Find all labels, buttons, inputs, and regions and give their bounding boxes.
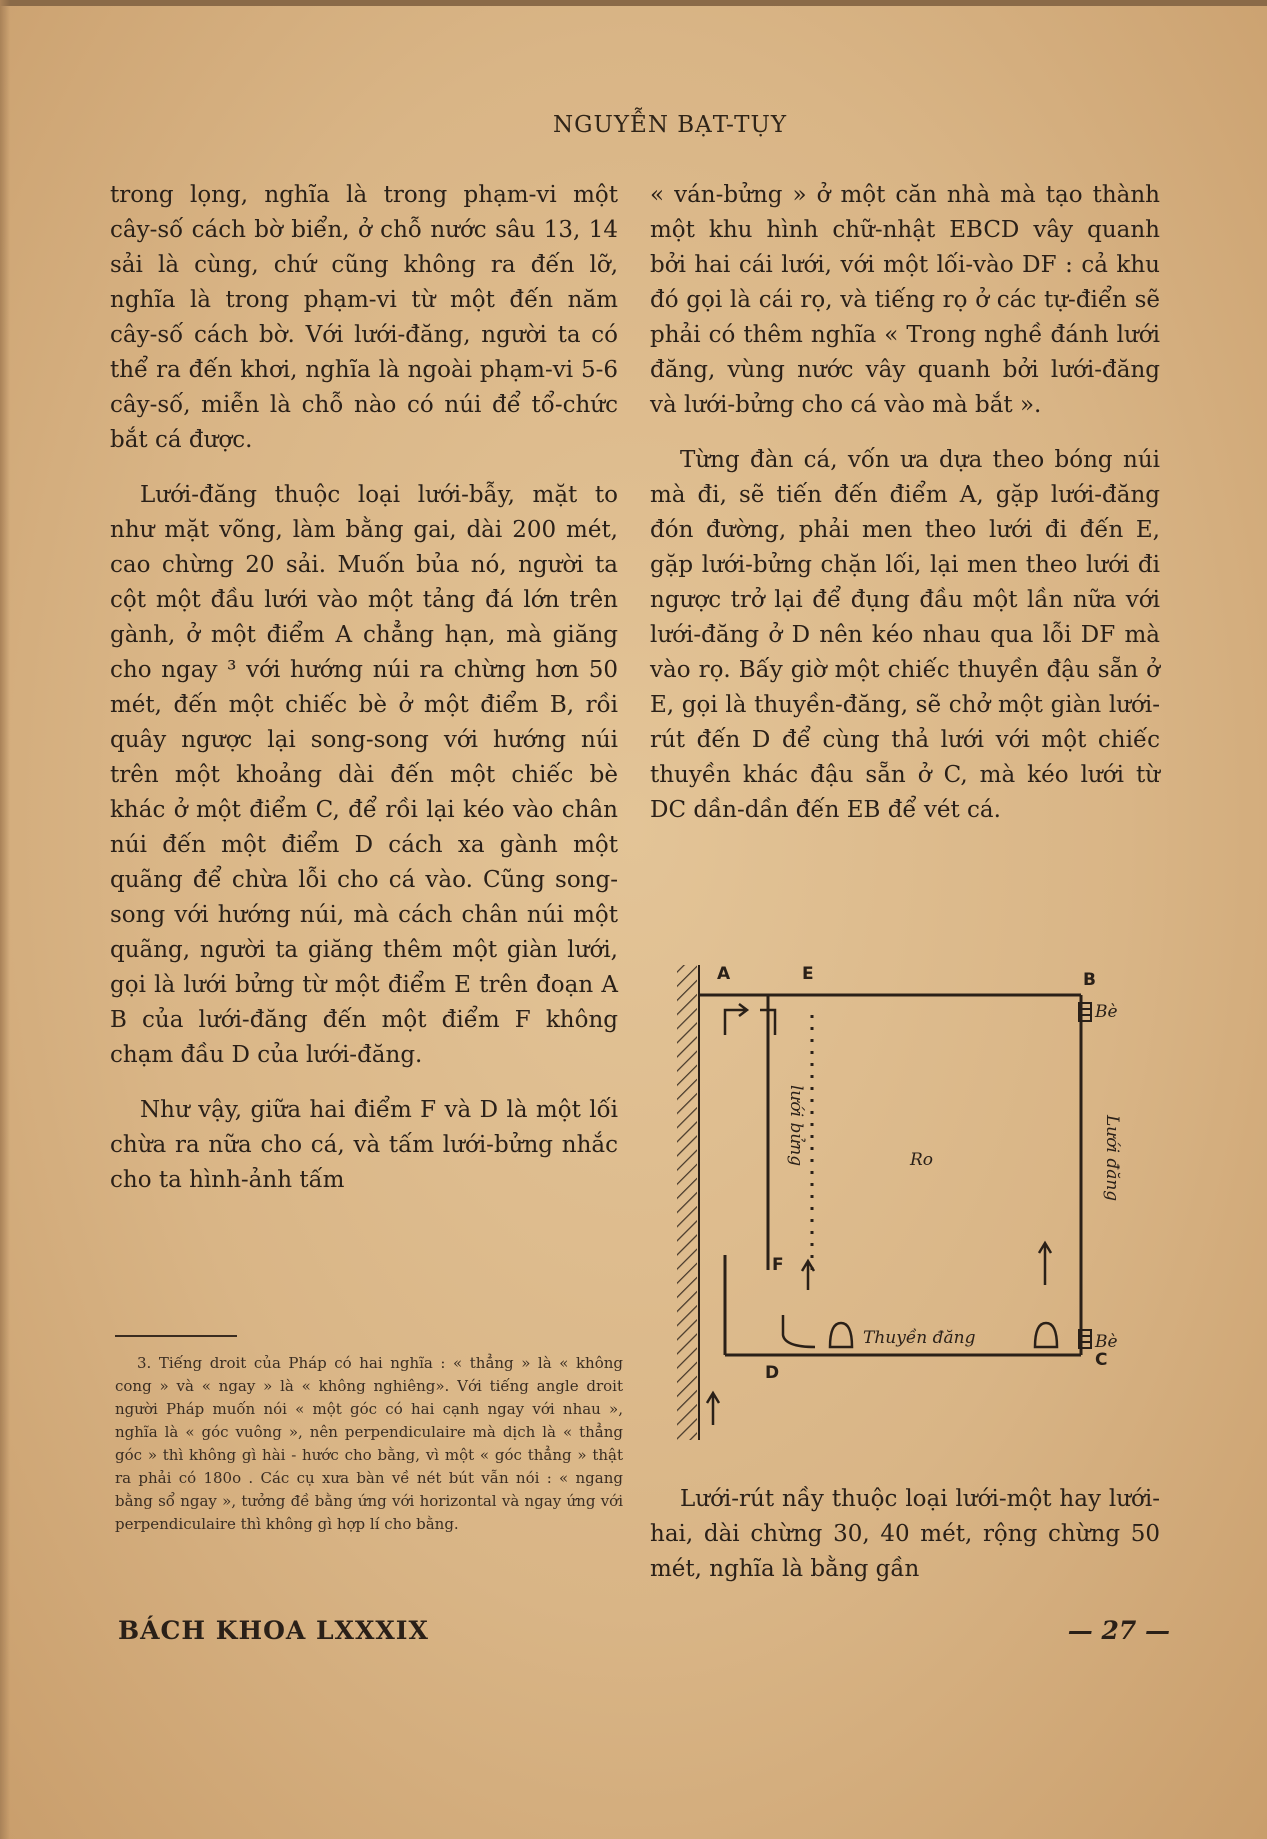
boat-icon-left	[830, 1323, 852, 1347]
right-paragraph-2: Từng đàn cá, vốn ưa dựa theo bóng núi mà đi, sẽ tiến đến điểm A, gặp lưới-đăng đón đường, phải men theo lưới đi đến E, gặp lưới-bửng chặn lối, lại men theo lưới đi ngược trở lại để đụng đầu một lần nữa với lưới-đăng ở D nên kéo nhau qua lỗi DF mà vào rọ. Bấy giờ một chiếc thuyền đậu sẵn ở E, gọi là thuyền-đăng, sẽ chở một giàn lưới-rút đến D để cùng thả lưới với một chiếc thuyền khác đậu sẵn ở C, mà kéo lưới từ DC dần-dần đến EB để vét cá.	[650, 447, 1160, 823]
fishing-net-diagram	[665, 955, 1165, 1445]
left-paragraph-2: Lưới-đăng thuộc loại lưới-bẫy, mặt to như mặt võng, làm bằng gai, dài 200 mét, cao chừng 20 sải. Muốn bủa nó, người ta cột một đầu lưới vào một tảng đá lớn trên gành, ở một điểm A chẳng hạn, mà giăng cho ngay ³ với hướng núi ra chừng hơn 50 mét, đến một chiếc bè ở một điểm B, rồi quây ngược lại song-song với hướng núi trên một khoảng dài đến một chiếc bè khác ở một điểm C, để rồi lại kéo vào chân núi đến một điểm D cách xa gành một quãng để chừa lỗi cho cá vào. Cũng song-song với hướng núi, mà cách chân núi một quãng, người ta giăng thêm một giàn lưới, gọi là lưới bửng từ một điểm E trên đoạn A B của lưới-đăng đến một điểm F không chạm đầu D của lưới-đăng.	[110, 482, 618, 1068]
arrow-shore	[707, 1393, 719, 1425]
footnote-rule	[115, 1335, 237, 1337]
label-f: F	[772, 1255, 784, 1275]
running-head: NGUYỄN BẠT-TỤY	[552, 112, 788, 138]
label-be-top: Bè	[1095, 1002, 1118, 1022]
label-luoi-dang: Lưới đăng	[1102, 1115, 1122, 1202]
label-c: C	[1095, 1350, 1108, 1370]
arrow-into-ro	[802, 1261, 814, 1290]
label-be-bottom: Bè	[1095, 1332, 1118, 1352]
right-column	[650, 178, 1160, 828]
footnote-3: 3. Tiếng droit của Pháp có hai nghĩa : « thẳng » là « không cong » và « ngay » là « không nghiêng». Với tiếng angle droit người Pháp muốn nói « một góc có hai cạnh ngay với nhau », nghĩa là « góc vuông », nên perpendiculaire mà dịch là « thẳng góc » thì không gì hài - hước cho bằng, vì một « góc thẳng » thật ra phải có 180o . Các cụ xưa bàn về nét bút vẫn nói : « ngang bằng sổ ngay », tưởng đề bằng ứng với horizontal và ngay ứng với perpendiculaire thì không gì hợp lí cho bằng.	[115, 1354, 623, 1533]
footer-page-number: — 27 —	[1067, 1616, 1170, 1645]
left-paragraph-1: trong lọng, nghĩa là trong phạm-vi một cây-số cách bờ biển, ở chỗ nước sâu 13, 14 sải là cùng, chứ cũng không ra đến lỡ, nghĩa là trong phạm-vi từ một đến năm cây-số cách bờ. Với lưới-đăng, người ta có thể ra đến khơi, nghĩa là ngoài phạm-vi 5-6 cây-số, miễn là chỗ nào có núi để tổ-chức bắt cá được.	[110, 182, 618, 453]
page-top-edge	[0, 0, 1267, 6]
label-luoi-bung: lưới bửng	[786, 1085, 806, 1167]
left-paragraph-3: Như vậy, giữa hai điểm F và D là một lối chừa ra nữa cho cá, và tấm lưới-bửng nhắc cho ta hình-ảnh tấm	[110, 1097, 618, 1193]
diagram-svg	[665, 955, 1165, 1445]
right-column-lower	[650, 1482, 1160, 1587]
arrow-up-c	[1039, 1243, 1051, 1285]
footer-magazine-title: BÁCH KHOA LXXXIX	[118, 1616, 429, 1645]
left-column	[110, 178, 618, 1198]
label-ro: Ro	[910, 1150, 934, 1170]
arrow-along-ab	[725, 1004, 747, 1035]
right-paragraph-3: Lưới-rút nầy thuộc loại lưới-một hay lưới-hai, dài chừng 30, 40 mét, rộng chừng 50 mét, nghĩa là bằng gần	[650, 1486, 1160, 1582]
shoreline-hatching	[677, 965, 697, 1440]
label-a: A	[717, 964, 731, 984]
label-d: D	[765, 1363, 780, 1383]
page-left-shadow	[0, 0, 10, 1839]
label-b: B	[1083, 970, 1096, 990]
label-thuyen-dang: Thuyền đăng	[863, 1328, 976, 1348]
entrance-arrow	[783, 1315, 815, 1347]
label-e: E	[802, 964, 814, 984]
boat-icon-right	[1035, 1323, 1057, 1347]
right-paragraph-1: « ván-bửng » ở một căn nhà mà tạo thành một khu hình chữ-nhật EBCD vây quanh bởi hai cái lưới, với một lối-vào DF : cả khu đó gọi là cái rọ, và tiếng rọ ở các tự-điển sẽ phải có thêm nghĩa « Trong nghề đánh lưới đăng, vùng nước vây quanh bởi lưới-đăng và lưới-bửng cho cá vào mà bắt ».	[650, 182, 1160, 418]
